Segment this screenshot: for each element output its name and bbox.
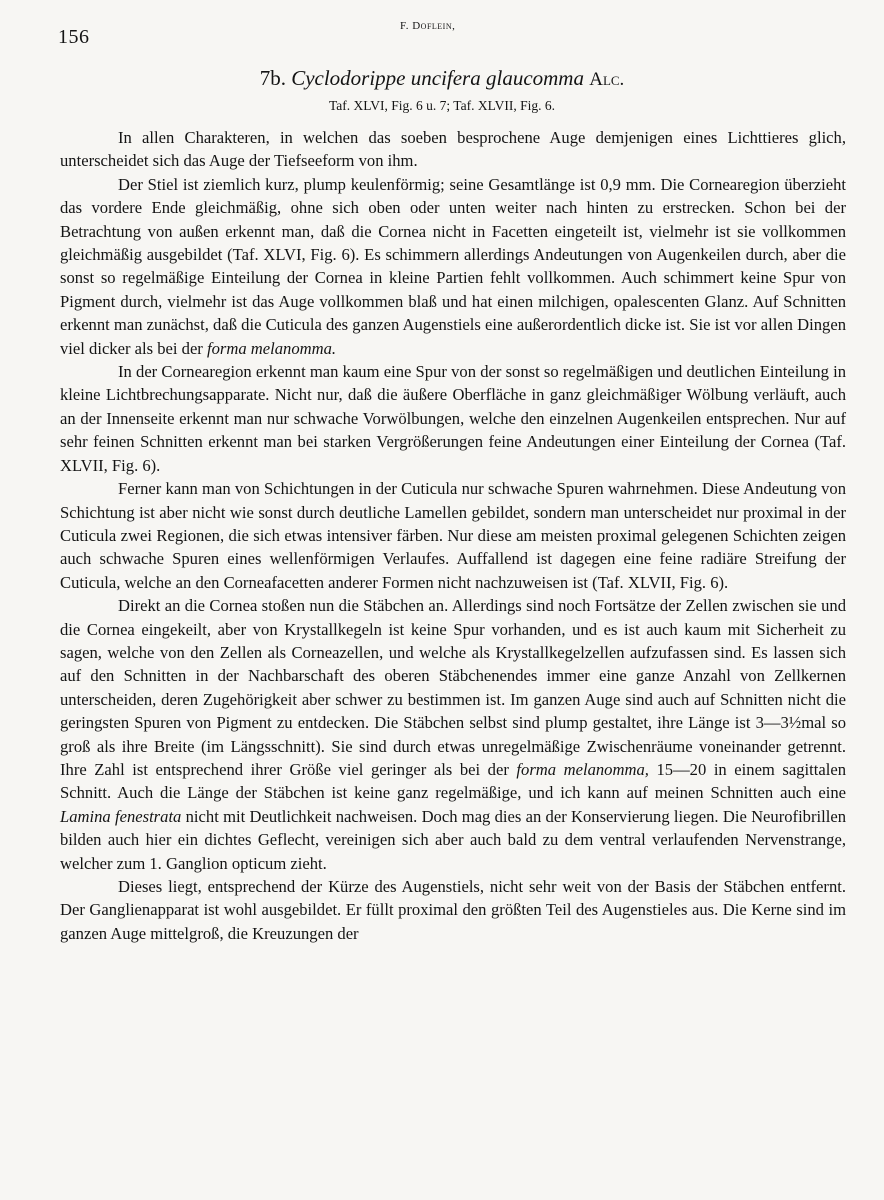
paragraph: Der Stiel ist ziemlich kurz, plump keulenförmig; seine Gesamtlänge ist 0,9 mm. Die Cornearegion überzieht das vordere Ende gleichmäßig, ohne sich oben oder unten weiter nach hinten zu erstrecken. Schon bei der Betrachtung von außen erkennt man, daß die Cornea nicht in Facetten eingeteilt ist, vielmehr ist sie vollkommen gleichmäßig ausgebildet (Taf. XLVI, Fig. 6). Es schimmern allerdings Andeutungen von Augenkeilen durch, aber die sonst so regelmäßige Einteilung der Cornea in kleine Partien fehlt vollkommen. Auch schimmert keine Spur von Pigment durch, vielmehr ist das Auge vollkommen blaß und hat einen milchigen, opalescenten Glanz. Auf Schnitten erkennt man zunächst, daß die Cuticula des ganzen Augenstiels eine außerordentlich dicke ist. Sie ist vor allen Dingen viel dicker als bei der forma melanomma. [60,174,846,358]
italic-term: forma melanomma, [516,759,649,779]
italic-term: Lamina fenestrata [60,806,182,826]
body-text [60,126,846,945]
paragraph: Direkt an die Cornea stoßen nun die Stäbchen an. Allerdings sind noch Fortsätze der Zellen zwischen sie und die Cornea eingekeilt, aber von Krystallkegeln ist keine Spur vorhanden, und es ist auch kaum mit Sicherheit zu sagen, welche von den Zellen als Corneazellen, und welche als Krystallkegelzellen aufzufassen sind. Es lassen sich auf den Schnitten in der Nachbarschaft des oberen Stäbchenendes immer eine ganze Anzahl von Zellkernen unterscheiden, deren Zugehörigkeit aber schwer zu bestimmen ist. Im ganzen Auge sind auch auf Schnitten nicht die geringsten Spuren von Pigment zu entdecken. Die Stäbchen selbst sind plump gestaltet, ihre Länge ist 3—3½mal so groß als ihre Breite (im Längsschnitt). Sie sind durch etwas unregelmäßige Zwischenräume voneinander getrennt. Ihre Zahl ist entsprechend ihrer Größe viel geringer als bei der forma melanomma, 15—20 in einem sagittalen Schnitt. Auch die Länge der Stäbchen ist keine ganz regelmäßige, und ich kann auf meinen Schnitten auch eine Lamina fenestrata nicht mit Deutlichkeit nachweisen. Doch mag dies an der Konservierung liegen. Die Neurofibrillen bilden auch hier ein dichtes Geflecht, vereinigen sich aber auch bald zu dem ventral verlaufenden Nervenstrange, welcher zum 1. Ganglion opticum zieht. [60,596,846,873]
paragraph: In der Cornearegion erkennt man kaum eine Spur von der sonst so regelmäßigen und deutlichen Einteilung in kleine Lichtbrechungsapparate. Nicht nur, daß die äußere Oberfläche in ganz gleichmäßiger Wölbung verläuft, auch an der Innenseite erkennt man nur schwache Vorwölbungen, welche den einzelnen Augenkeilen entsprechen. Nur auf sehr feinen Schnitten erkennt man bei starken Vergrößerungen feine Andeutungen einer Einteilung der Cornea (Taf. XLVII, Fig. 6). [60,362,846,475]
species-author: Alc. [589,69,625,90]
page-number: 156 [58,26,90,48]
plate-reference: Taf. XLVI, Fig. 6 u. 7; Taf. XLVII, Fig. 6. [329,98,555,113]
paragraph: Dieses liegt, entsprechend der Kürze des Augenstiels, nicht sehr weit von der Basis der Stäbchen entfernt. Der Ganglienapparat ist wohl ausgebildet. Er füllt proximal den größten Teil des Augenstieles aus. Die Kerne sind im ganzen Auge mittelgroß, die Kreuzungen der [60,877,846,943]
species-name: Cyclodorippe uncifera glaucomma [291,66,584,90]
paragraph: In allen Charakteren, in welchen das soeben besprochene Auge demjenigen eines Lichttieres glich, unterscheidet sich das Auge der Tiefseeform von ihm. [60,128,846,171]
section-title [0,66,884,91]
italic-term: forma melanomma. [206,338,337,358]
section-number: 7b. [259,66,286,90]
running-head: F. Doflein, [400,20,456,32]
paragraph: Ferner kann man von Schichtungen in der Cuticula nur schwache Spuren wahrnehmen. Diese Andeutung von Schichtung ist aber nicht wie sonst durch deutliche Lamellen gebildet, sondern man unterscheidet nur proximal in der Cuticula zwei Regionen, die sich etwas intensiver färben. Nur diese am meisten proximal gelegenen Schichten zeigen auch schwache Spuren eines wellenförmigen Verlaufes. Auffallend ist dagegen eine feine radiäre Streifung der Cuticula, welche an den Corneafacetten anderer Formen nicht nachzuweisen ist (Taf. XLVII, Fig. 6). [60,479,846,592]
